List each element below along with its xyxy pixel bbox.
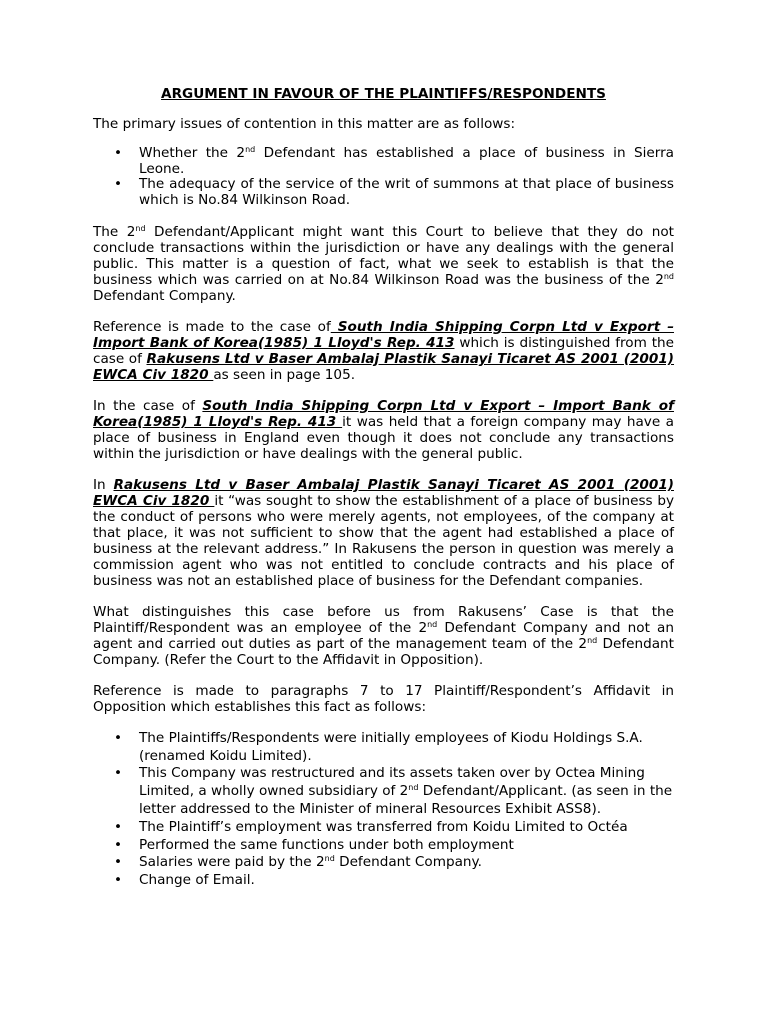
paragraph-defendant-claim bbox=[93, 224, 674, 304]
text-run: Defendant/Applicant. (as seen in the letter addressed to the Minister of mineral Resources Exhibit ASS8). bbox=[139, 783, 673, 817]
text-run: Defendant Company. (Refer the Court to the Affidavit in Opposition). bbox=[93, 635, 674, 668]
text-run: This Company was restructured and its assets taken over by Octea Mining Limited, a wholly owned subsidiary of 2 bbox=[139, 765, 645, 800]
text-run: Defendant Company and not an agent and carried out duties as part of the management team of the 2 bbox=[93, 619, 674, 652]
fact-item bbox=[93, 730, 674, 766]
case-citation: Rakusens Ltd v Baser Ambalaj Plastik Sanayi Ticaret AS 2001 (2001) EWCA Civ 1820 bbox=[93, 476, 674, 509]
text-run: The adequacy of the service of the writ of summons at that place of business which is No.84 Wilkinson Road. bbox=[139, 176, 674, 209]
ordinal-suffix: nd bbox=[427, 619, 438, 629]
paragraph-south-india-case bbox=[93, 398, 674, 462]
text-run: as seen in page 105. bbox=[213, 366, 356, 383]
paragraph-gap bbox=[93, 383, 674, 398]
fact-item bbox=[93, 837, 674, 855]
ordinal-suffix: nd bbox=[245, 145, 256, 154]
fact-item bbox=[93, 854, 674, 872]
ordinal-suffix: nd bbox=[587, 635, 598, 645]
text-run: Salaries were paid by the 2 bbox=[139, 854, 325, 871]
paragraph-gap bbox=[93, 668, 674, 683]
text-run: What distinguishes this case before us from Rakusens’ Case is that the Plaintiff/Respondent was an employee of the 2 bbox=[93, 603, 674, 636]
text-run: Defendant Company. bbox=[334, 854, 482, 871]
facts-list bbox=[93, 730, 674, 890]
paragraph-rakusens-case bbox=[93, 477, 674, 589]
ordinal-suffix: nd bbox=[324, 854, 335, 864]
issues-list bbox=[93, 146, 674, 209]
text-run: In the case of bbox=[93, 397, 203, 414]
text-run: The Plaintiffs/Respondents were initially employees of Kiodu Holdings S.A. (renamed Koidu Limited). bbox=[139, 729, 643, 764]
document-title: ARGUMENT IN FAVOUR OF THE PLAINTIFFS/RESPONDENTS bbox=[161, 86, 606, 102]
text-run: The Plaintiff’s employment was transferred from Koidu Limited to Octéa bbox=[139, 818, 628, 835]
paragraph-affidavit-reference: Reference is made to paragraphs 7 to 17 Plaintiff/Respondent’s Affidavit in Opposition which establishes this fact as follows: bbox=[93, 682, 674, 715]
ordinal-suffix: nd bbox=[663, 271, 674, 281]
text-run: Whether the 2 bbox=[139, 145, 246, 161]
intro-paragraph: The primary issues of contention in this matter are as follows: bbox=[93, 116, 516, 132]
text-run: In bbox=[93, 476, 114, 493]
text-run: Reference is made to the case of bbox=[93, 318, 331, 335]
paragraph-distinction bbox=[93, 604, 674, 668]
text-run: which is distinguished from the case of bbox=[93, 334, 674, 367]
issue-item bbox=[93, 177, 674, 208]
case-citation: Rakusens Ltd v Baser Ambalaj Plastik Sanayi Ticaret AS 2001 (2001) EWCA Civ 1820 bbox=[93, 350, 675, 383]
fact-item bbox=[93, 819, 674, 837]
text-run: it was held that a foreign company may have a place of business in England even though it does not conclude any transactions within the jurisdiction or have dealings with the general public. bbox=[93, 413, 674, 462]
paragraph-gap bbox=[93, 589, 674, 604]
fact-item bbox=[93, 765, 674, 818]
text-run: Defendant/Applicant might want this Court to believe that they do not conclude transactions within the jurisdiction or have any dealings with the general public. This matter is a question of fact, what we seek to establish is that the business which was carried on at No.84 Wilkinson Road was the business of the 2 bbox=[93, 223, 674, 288]
text-run: Performed the same functions under both employment bbox=[139, 836, 514, 853]
document-page bbox=[93, 86, 674, 890]
case-citation: South India Shipping Corpn Ltd v Export – Import Bank of Korea(1985) 1 Lloyd's Rep. 413 bbox=[93, 397, 674, 430]
case-citation: South India Shipping Corpn Ltd v Export – Import Bank of Korea(1985) 1 Lloyd's Rep. 413 bbox=[93, 318, 674, 351]
paragraph-gap bbox=[93, 209, 674, 224]
text-run: Defendant has established a place of business in Sierra Leone. bbox=[139, 145, 674, 177]
text-run: Defendant Company. bbox=[93, 287, 236, 304]
paragraph-gap bbox=[93, 462, 674, 477]
paragraph-case-reference bbox=[93, 319, 674, 383]
paragraph-gap bbox=[93, 304, 674, 319]
ordinal-suffix: nd bbox=[408, 783, 419, 793]
issue-item bbox=[93, 146, 674, 177]
ordinal-suffix: nd bbox=[135, 223, 146, 233]
text-run: Change of Email. bbox=[139, 872, 255, 889]
fact-item bbox=[93, 872, 674, 890]
text-run: The 2 bbox=[93, 223, 136, 240]
text-run: it “was sought to show the establishment of a place of business by the conduct of persons who were merely agents, not employees, of the company at that place, it was not sufficient to show that the agent had established a place of business at the relevant address.” In Rakusens the person in question was merely a commission agent who was not entitled to conclude contracts and his place of business was not an established place of business for the Defendant companies. bbox=[93, 492, 674, 589]
